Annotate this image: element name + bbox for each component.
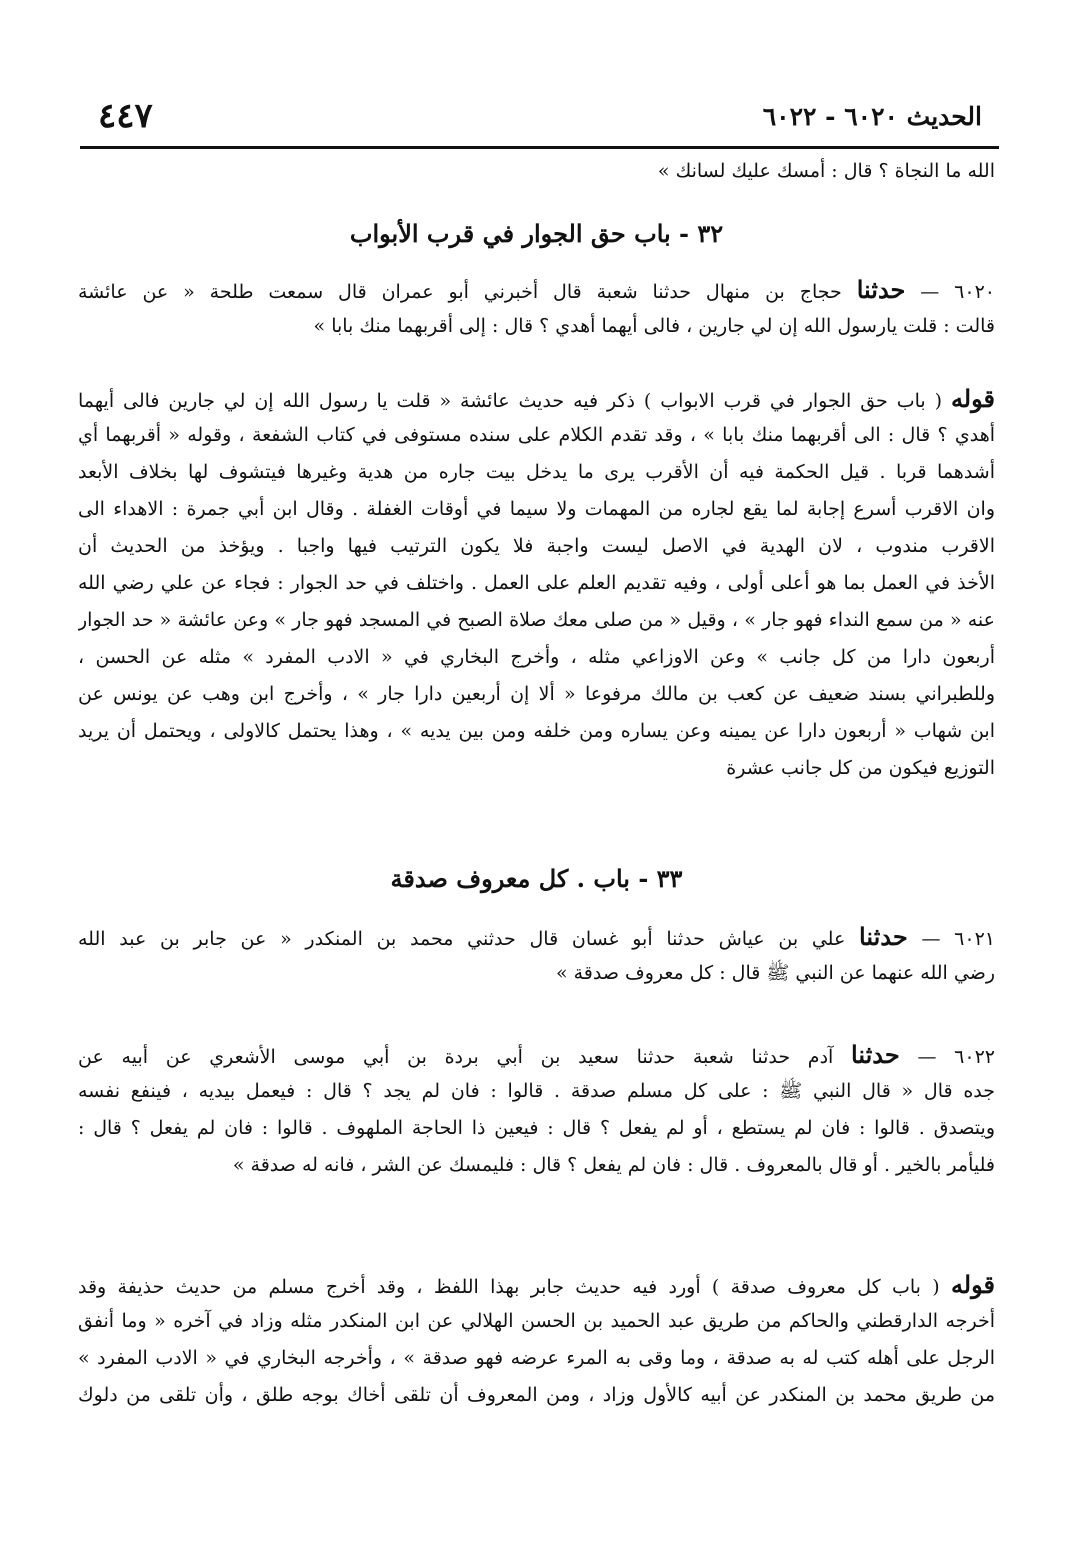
text-line: الأخذ في العمل بما هو أعلى أولى ، وفيه تقديم العلم على العمل . واختلف في حد الجوار : فجاء عن علي رضي الله <box>78 572 995 594</box>
text-line: قالت : قلت يارسول الله إن لي جارين ، فالى أيهما أهدي ؟ قال : إلى أقربهما منك بابا » <box>313 315 995 337</box>
text-line: أهدي ؟ قال : الى أقربهما منك بابا » ، وقد تقدم الكلام على سنده مستوفى في كتاب الشفعة ، وقوله « أقربهما أي <box>78 424 995 446</box>
commentary-keyword: قوله <box>950 384 995 413</box>
hadith-number: ٦٠٢١ <box>954 928 995 950</box>
hadith-6021 <box>78 918 995 992</box>
hadith-text: آدم حدثنا شعبة حدثنا سعيد بن أبي بردة بن أبي موسى الأشعري عن أبيه عن <box>78 1046 834 1068</box>
running-title: الحديث ٦٠٢٠ - ٦٠٢٢ <box>762 101 982 131</box>
text-line: الاقرب مندوب ، لان الهدية في الاصل ليست واجبة فلا يكون الترتيب فيها واجبا . ويؤخذ من الحديث أن <box>78 535 995 557</box>
commentary-1 <box>78 380 995 787</box>
text-line: فليأمر بالخير . أو قال بالمعروف . قال : فان لم يفعل ؟ قال : فليمسك عن الشر ، فانه له صدقة » <box>232 1154 995 1176</box>
text-line: ٦٠٢٢ — حدثنا آدم حدثنا شعبة حدثنا سعيد بن أبي بردة بن أبي موسى الأشعري عن أبيه عن <box>78 1040 995 1069</box>
text-line: ٦٠٢١ — حدثنا علي بن عياش حدثنا أبو غسان قال حدثني محمد بن المنكدر « عن جابر بن عبد الله <box>78 922 995 951</box>
commentary-text: ( باب كل معروف صدقة ) أورد فيه حديث جابر بهذا اللفظ ، وقد أخرج مسلم من حديث حذيفة وقد <box>78 1276 940 1298</box>
hadith-text: علي بن عياش حدثنا أبو غسان قال حدثني محمد بن المنكدر « عن جابر بن عبد الله <box>78 928 846 950</box>
chapter-32-heading: ٣٢ - باب حق الجوار في قرب الأبواب <box>349 219 724 248</box>
text-line: ٦٠٢٠ — حدثنا حجاج بن منهال حدثنا شعبة قال أخبرني أبو عمران قال سمعت طلحة « عن عائشة <box>78 275 995 304</box>
hadith-keyword: حدثنا <box>851 1040 900 1069</box>
hadith-number: ٦٠٢٠ <box>954 281 995 303</box>
text-line: ابن شهاب « أربعون دارا عن يمينه وعن يساره ومن خلفه ومن بين يديه » ، وهذا يحتمل كالاولى ، ويحتمل أن يريد <box>78 720 995 742</box>
text-line: من طريق محمد بن المنكدر عن أبيه كالأول وزاد ، ومن المعروف أن تلقى أخاك بوجه طلق ، وأن تلقى من دلوك <box>78 1384 995 1406</box>
hadith-keyword: حدثنا <box>859 922 908 951</box>
text-line <box>78 1266 995 1303</box>
text-line: التوزيع فيكون من كل جانب عشرة <box>726 757 995 779</box>
text-line: أربعون دارا من كل جانب » وعن الاوزاعي مثله ، وأخرج البخاري في « الادب المفرد » مثله عن الحسن ، <box>78 646 995 668</box>
text-line: أخرجه الدارقطني والحاكم من طريق عبد الحميد بن الحسن الهلالي عن ابن المنكدر مثله وزاد في آخره « وما أنفق <box>78 1310 995 1332</box>
page-header <box>98 96 982 136</box>
intro-block <box>78 153 995 190</box>
text-line: الله ما النجاة ؟ قال : أمسك عليك لسانك » <box>657 160 995 182</box>
text-line <box>78 380 995 417</box>
text-line: وان الاقرب أسرع إجابة لما يقع لجاره من المهمات ولا سيما في أوقات الغفلة . وقال ابن أبي جمرة : الاهداء الى <box>78 498 995 520</box>
commentary-text: ( باب حق الجوار في قرب الابواب ) ذكر فيه حديث عائشة « قلت يا رسول الله إن لي جارين فالى أيهما <box>78 390 943 412</box>
text-line: الرجل على أهله كتب له به صدقة ، وما وقى به المرء عرضه فهو صدقة » ، وأخرجه البخاري في « الادب المفرد » <box>78 1347 995 1369</box>
hadith-6022 <box>78 1036 995 1184</box>
hadith-number: ٦٠٢٢ <box>954 1046 995 1068</box>
text-line: رضي الله عنهما عن النبي ﷺ قال : كل معروف صدقة » <box>555 962 995 984</box>
text-line: عنه « من سمع النداء فهو جار » ، وقيل « من صلى معك صلاة الصبح في المسجد فهو جار » وعن عائشة « حد الجوار <box>78 609 995 631</box>
header-rule <box>80 146 999 149</box>
commentary-keyword: قوله <box>950 1270 995 1299</box>
text-line: ويتصدق . قالوا : فان لم يستطع ، أو لم يفعل ؟ قال : فيعين ذا الحاجة الملهوف . قالوا : فان لم يفعل ؟ قال : <box>78 1117 995 1139</box>
hadith-text: حجاج بن منهال حدثنا شعبة قال أخبرني أبو عمران قال سمعت طلحة « عن عائشة <box>78 281 842 303</box>
text-line: أشدهما قربا . قيل الحكمة فيه أن الأقرب يرى ما يدخل بيت جاره من هدية وغيرها فيتشوف لها بخلاف الأبعد <box>78 461 995 483</box>
text-line: جده قال « قال النبي ﷺ : على كل مسلم صدقة . قالوا : فان لم يجد ؟ قال : فيعمل بيديه ، فينفع نفسه <box>78 1080 995 1102</box>
hadith-6020 <box>78 271 995 345</box>
chapter-33-heading: ٣٣ - باب . كل معروف صدقة <box>390 864 683 893</box>
text-line: وللطبراني بسند ضعيف عن كعب بن مالك مرفوعا « ألا إن أربعين دارا جار » ، وأخرج ابن وهب عن يونس عن <box>78 683 995 705</box>
page-number: ٤٤٧ <box>98 96 153 136</box>
hadith-keyword: حدثنا <box>856 275 906 304</box>
commentary-2 <box>78 1266 995 1414</box>
